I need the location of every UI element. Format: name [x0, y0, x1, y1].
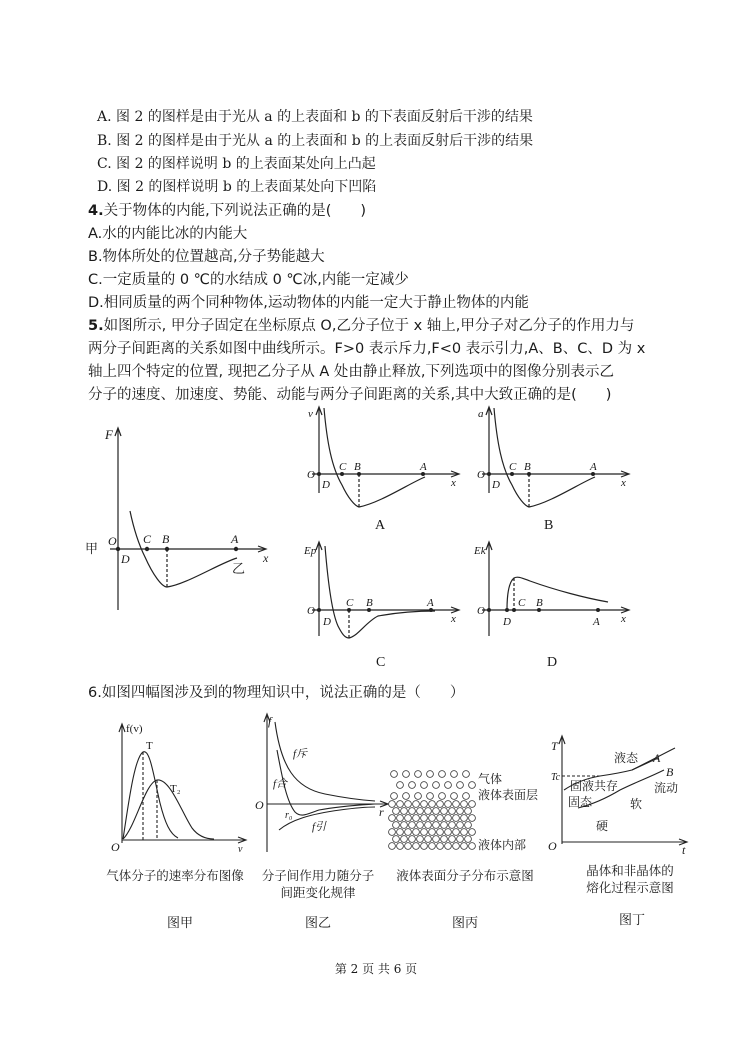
molecule: [405, 843, 412, 850]
q5-b-x-label: x: [621, 477, 626, 489]
q5-main-y-label: F: [105, 427, 113, 442]
molecule: [389, 815, 396, 822]
q4-option-c: C.一定质量的 0 ℃的水结成 0 ℃冰,内能一定减少: [88, 272, 409, 288]
molecule: [457, 782, 464, 789]
q5-c-x-label: x: [451, 613, 456, 625]
molecule: [469, 801, 476, 808]
molecule: [391, 793, 398, 800]
molecule: [421, 829, 428, 836]
q6-fig2-x-label: r: [379, 805, 384, 819]
q6-fig2-title: 图乙: [304, 916, 331, 931]
q6-fig4-hard: 硬: [596, 819, 609, 833]
q5-c-point-a: A: [427, 597, 434, 609]
q5-main-origin: O: [108, 534, 117, 548]
molecule: [389, 801, 396, 808]
molecule: [413, 843, 420, 850]
q5-a-point-b: B: [354, 461, 361, 473]
q5-b-point-b: B: [524, 461, 531, 473]
molecule: [409, 808, 416, 815]
q6-fig4-melting-curves: [548, 732, 693, 857]
molecule: [397, 815, 404, 822]
molecule: [421, 782, 428, 789]
molecule: [427, 771, 434, 778]
q6-fig3-gas-label: 气体: [478, 772, 503, 786]
molecule: [403, 771, 410, 778]
q6-fig2-f-net: f合: [273, 778, 288, 790]
molecule: [437, 801, 444, 808]
q5-c-point-b: B: [366, 597, 373, 609]
q5-main-moving-label: 乙: [232, 561, 246, 576]
molecule: [401, 822, 408, 829]
molecule: [415, 793, 422, 800]
q5-a-origin: O: [307, 469, 315, 481]
q4-option-a: A.水的内能比冰的内能大: [88, 226, 248, 242]
molecule: [469, 815, 476, 822]
molecule: [433, 822, 440, 829]
molecule: [405, 815, 412, 822]
molecule: [441, 808, 448, 815]
q5-a-letter: A: [375, 518, 386, 533]
q6-fig2-caption-line-1: 分子间作用力随分子: [261, 868, 375, 883]
molecule: [449, 822, 456, 829]
q6-fig4-b: B: [666, 765, 674, 779]
molecule: [439, 771, 446, 778]
molecule: [465, 836, 472, 843]
molecule: [401, 836, 408, 843]
molecule: [463, 793, 470, 800]
molecule: [445, 829, 452, 836]
q6-fig4-caption-line-1: 晶体和非晶体的: [586, 863, 674, 878]
molecule: [429, 843, 436, 850]
q6-fig2-r0: r₀: [285, 810, 293, 821]
q5-d-point-a: A: [593, 616, 600, 628]
q5-c-y-label: Ep: [304, 545, 317, 557]
q5-b-point-c: C: [509, 461, 517, 473]
molecule: [389, 829, 396, 836]
q5-d-x-label: x: [621, 613, 626, 625]
q4-option-d: D.相同质量的两个同种物体,运动物体的内能一定大于静止物体的内能: [88, 295, 529, 311]
molecule: [409, 782, 416, 789]
q5-b-origin: O: [477, 469, 485, 481]
q5-choice-d-graph: [470, 538, 635, 668]
molecule: [457, 822, 464, 829]
q5-line-3: 轴上四个特定的位置, 现把乙分子从 A 处由静止释放,下列选项中的图像分别表示乙: [88, 364, 614, 380]
q5-a-y-label: v: [308, 408, 313, 420]
q6-fig4-liquid: 液态: [614, 751, 639, 765]
molecule: [453, 801, 460, 808]
q4-stem: 4.关于物体的内能,下列说法正确的是( ): [88, 203, 367, 219]
q6-fig3-caption: 液体表面分子分布示意图: [396, 868, 534, 883]
q5-main-point-b: B: [162, 532, 170, 546]
q5-c-letter: C: [376, 655, 386, 670]
molecule: [469, 829, 476, 836]
q6-fig4-origin: O: [548, 839, 557, 853]
molecule: [457, 808, 464, 815]
molecule: [469, 843, 476, 850]
q6-fig4-solid: 固态: [568, 795, 593, 809]
molecule: [393, 808, 400, 815]
molecule: [425, 822, 432, 829]
q5-main-point-c: C: [143, 532, 152, 546]
q6-fig2-y-label: f: [268, 714, 272, 728]
molecule: [403, 793, 410, 800]
q6-fig4-title: 图丁: [618, 913, 645, 928]
q5-a-point-d: D: [322, 479, 330, 491]
molecule: [405, 829, 412, 836]
q5-a-point-c: C: [339, 461, 347, 473]
molecule: [397, 829, 404, 836]
q5-choice-b-graph: [470, 403, 635, 533]
q5-d-point-d: D: [503, 616, 511, 628]
molecule: [413, 801, 420, 808]
q5-line-4: 分子的速度、加速度、势能、动能与两分子间距离的关系,其中大致正确的是( ): [88, 387, 612, 403]
q6-fig1-x-label: v: [238, 844, 243, 855]
molecule: [463, 771, 470, 778]
q5-a-x-label: x: [451, 477, 456, 489]
q6-fig2-f-attr: f引: [312, 821, 327, 833]
q6-fig4-x-label: t: [682, 843, 686, 857]
q6-fig3-surface-label: 液体表面层: [478, 788, 539, 802]
molecule: [389, 843, 396, 850]
q6-fig1-t2: T₂: [170, 783, 181, 795]
q6-fig4-soft: 软: [630, 797, 643, 811]
q6-fig2-origin: O: [255, 798, 264, 812]
q6-fig1-caption: 气体分子的速率分布图像: [106, 868, 244, 883]
q5-main-fixed-label: 甲: [85, 541, 99, 556]
q5-main-point-a: A: [231, 532, 239, 546]
molecule: [461, 829, 468, 836]
molecule: [457, 836, 464, 843]
q6-fig3-title: 图丙: [451, 916, 478, 931]
molecule: [415, 771, 422, 778]
molecule: [433, 782, 440, 789]
molecule: [429, 815, 436, 822]
molecule: [449, 836, 456, 843]
q3-option-a: A. 图 2 的图样是由于光从 a 的上表面和 b 的下表面反射后干涉的结果: [97, 109, 533, 125]
q5-b-point-d: D: [492, 479, 500, 491]
molecule: [441, 836, 448, 843]
molecule: [409, 822, 416, 829]
molecule: [437, 843, 444, 850]
molecule: [445, 843, 452, 850]
molecule: [461, 843, 468, 850]
molecule: [465, 808, 472, 815]
molecule: [393, 836, 400, 843]
molecule: [425, 836, 432, 843]
q6-fig2-f-repel: f斥: [293, 748, 308, 760]
page-footer: 第 2 页 共 6 页: [334, 962, 418, 976]
molecule: [465, 822, 472, 829]
molecule: [409, 836, 416, 843]
q5-main-point-d: D: [121, 552, 130, 566]
molecule: [439, 793, 446, 800]
q6-fig2-force-distance: [255, 712, 390, 857]
q6-fig3-inside-label: 液体内部: [478, 838, 527, 852]
molecule: [453, 843, 460, 850]
q5-d-letter: D: [547, 655, 558, 670]
q3-option-c: C. 图 2 的图样说明 b 的上表面某处向上凸起: [97, 156, 376, 172]
molecule: [451, 793, 458, 800]
q5-c-point-c: C: [346, 597, 354, 609]
molecule: [453, 815, 460, 822]
molecule: [451, 771, 458, 778]
q6-stem: 6.如图四幅图涉及到的物理知识中，说法正确的是（ ）: [88, 685, 465, 701]
molecule: [425, 808, 432, 815]
molecule: [421, 801, 428, 808]
q5-d-point-b: B: [536, 597, 543, 609]
q6-fig2-caption-line-2: 间距变化规律: [280, 885, 356, 900]
q6-fig1-origin: O: [111, 840, 120, 854]
q6-fig1-speed-distribution: [110, 718, 250, 853]
molecule: [397, 801, 404, 808]
molecule: [429, 801, 436, 808]
molecule: [421, 815, 428, 822]
q6-fig3-molecule-diagram: [388, 768, 478, 853]
molecule: [413, 829, 420, 836]
q6-fig4-caption-line-2: 熔化过程示意图: [586, 880, 674, 895]
q5-main-graph: [85, 425, 275, 620]
q5-a-point-a: A: [420, 461, 427, 473]
molecule: [461, 815, 468, 822]
q5-b-point-a: A: [590, 461, 597, 473]
q6-fig4-coexist: 固液共存: [570, 779, 619, 793]
molecule: [391, 771, 398, 778]
molecule: [401, 808, 408, 815]
molecule: [405, 801, 412, 808]
molecule: [429, 829, 436, 836]
molecule: [433, 836, 440, 843]
molecule: [433, 808, 440, 815]
q3-option-d: D. 图 2 的图样说明 b 的上表面某处向下凹陷: [97, 179, 377, 195]
molecule: [469, 782, 476, 789]
q5-line-2: 两分子间距离的关系如图中曲线所示。F>0 表示斥力,F<0 表示引力,A、B、C、D 为 x: [88, 341, 646, 357]
q6-fig4-y-label: T: [551, 739, 558, 753]
q5-d-origin: O: [477, 605, 485, 617]
q6-fig4-caption: [570, 862, 690, 896]
q5-main-x-label: x: [263, 551, 269, 565]
molecule: [397, 782, 404, 789]
molecule: [449, 808, 456, 815]
molecule: [437, 815, 444, 822]
molecule: [417, 836, 424, 843]
molecule: [417, 808, 424, 815]
molecule: [445, 801, 452, 808]
q6-fig4-tc: Tc: [551, 772, 561, 783]
q6-fig1-y-label: f(v): [126, 723, 143, 735]
q5-d-point-c: C: [518, 597, 526, 609]
q5-c-point-d: D: [323, 616, 331, 628]
molecule: [441, 822, 448, 829]
q5-choice-a-graph: [300, 403, 465, 533]
q3-option-b: B. 图 2 的图样是由于光从 a 的上表面和 b 的上表面反射后干涉的结果: [97, 133, 534, 149]
q6-fig4-a: A: [653, 751, 661, 765]
molecule: [393, 822, 400, 829]
q6-fig1-title: 图甲: [166, 916, 193, 931]
q6-fig4-flow: 流动: [654, 781, 679, 795]
molecule: [397, 843, 404, 850]
molecule: [453, 829, 460, 836]
molecule: [417, 822, 424, 829]
molecule: [461, 801, 468, 808]
q6-fig1-t1: T: [146, 740, 153, 752]
q5-c-origin: O: [307, 605, 315, 617]
q5-choice-c-graph: [300, 538, 465, 668]
q5-b-y-label: a: [478, 408, 484, 420]
molecule: [445, 815, 452, 822]
q5-line-1: 5.如图所示, 甲分子固定在坐标原点 O,乙分子位于 x 轴上,甲分子对乙分子的作用力与: [88, 318, 635, 334]
q5-b-letter: B: [544, 518, 554, 533]
molecule: [427, 793, 434, 800]
q4-option-b: B.物体所处的位置越高,分子势能越大: [88, 249, 325, 265]
molecule: [445, 782, 452, 789]
q6-fig2-caption: [252, 867, 384, 901]
molecule: [413, 815, 420, 822]
molecule: [437, 829, 444, 836]
molecule: [421, 843, 428, 850]
q5-d-y-label: Ek: [474, 545, 486, 557]
